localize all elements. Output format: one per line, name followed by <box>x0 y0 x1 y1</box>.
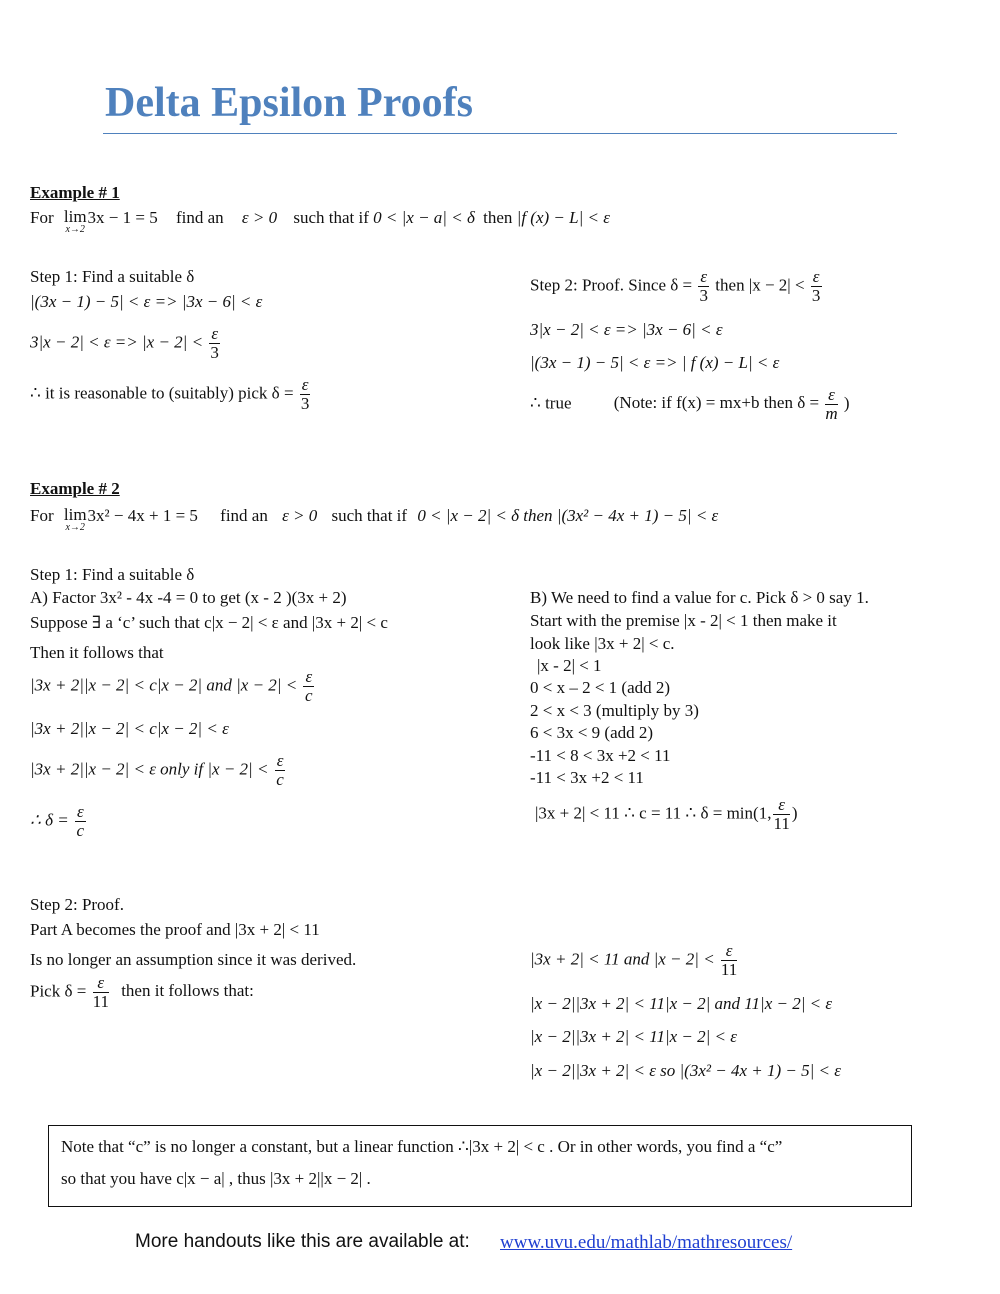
ex2-step2-p3: Pick δ = $\frac{\varepsilon}{11}$ then it follows that: <box>30 973 254 1011</box>
conclusion: |(3x² − 4x + 1) − 5| < ε <box>556 506 719 525</box>
ex2-step1-heading: Step 1: Find a suitable δ <box>30 565 195 584</box>
ex2-step1-l2: |3x + 2||x − 2| < c|x − 2| < ε <box>30 719 229 738</box>
prompt-find: find an <box>175 208 224 227</box>
ex1-step1-line1: |(3x − 1) − 5| < ε => |3x − 6| < ε <box>30 292 263 311</box>
limit-operator: lim x→2 <box>63 207 87 235</box>
fraction: $\frac{\varepsilon}{11}$ <box>720 941 738 979</box>
fraction: $\frac{\varepsilon}{3}$ <box>210 324 219 362</box>
fraction: $\frac{\varepsilon}{c}$ <box>76 802 85 840</box>
footer-text: More handouts like this are available at: <box>135 1231 470 1252</box>
part-b-line8: -11 < 8 < 3x +2 < 11 <box>530 746 671 765</box>
fraction: $\frac{\varepsilon}{m}$ <box>825 385 838 423</box>
note-line1: Note that “c” is no longer a constant, but a linear function ∴|3x + 2| < c . Or in other words, you find a “c” <box>61 1137 783 1156</box>
fraction: $\frac{\varepsilon}{11}$ <box>92 973 109 1011</box>
part-b-line2: Start with the premise |x - 2| < 1 then make it <box>530 611 837 630</box>
part-b-line4: |x - 2| < 1 <box>537 656 602 675</box>
ex2-step1-factor: A) Factor 3x² - 4x -4 = 0 to get (x - 2 )(3x + 2) <box>30 588 347 607</box>
prompt-then: then <box>483 208 513 227</box>
limit-expression: 3x − 1 = 5 <box>87 208 158 227</box>
footer-link[interactable]: www.uvu.edu/mathlab/mathresources/ <box>500 1232 793 1253</box>
ex1-step1-heading: Step 1: Find a suitable δ <box>30 267 195 286</box>
fraction: $\frac{\varepsilon}{11}$ <box>773 795 790 833</box>
fraction: $\frac{\varepsilon}{3}$ <box>811 267 821 305</box>
ex2-step2-p2: Is no longer an assumption since it was derived. <box>30 950 357 969</box>
ex1-step1-line3: ∴ it is reasonable to (suitably) pick δ = $\frac{\varepsilon}{3}$ <box>30 375 310 413</box>
ex1-step2-heading: Step 2: Proof. Since δ = $\frac{\varepsilon}{3}$ then |x − 2| < $\frac{\varepsilon}{3}$ <box>530 267 821 305</box>
ex2-step1-l3: |3x + 2||x − 2| < ε only if |x − 2| < $\frac{\varepsilon}{c}$ <box>30 751 284 789</box>
ex1-step1-line2: 3|x − 2| < ε => |x − 2| < $\frac{\varepsilon}{3}$ <box>30 324 219 362</box>
part-b-line10: |3x + 2| < 11 ∴ c = 11 ∴ δ = min(1, $\frac{\varepsilon}{11}$ ) <box>535 795 798 833</box>
conclusion: |f (x) − L| < ε <box>516 208 610 227</box>
part-b-line7: 6 < 3x < 9 (add 2) <box>530 723 654 742</box>
ex2-step1-l1: |3x + 2||x − 2| < c|x − 2| and |x − 2| < $\frac{\varepsilon}{c}$ <box>30 667 313 705</box>
ex1-step2-line3: ∴ true (Note: if f(x) = mx+b then δ = $\frac{\varepsilon}{m}$ ) <box>530 385 850 423</box>
fraction: $\frac{\varepsilon}{c}$ <box>305 667 313 705</box>
limit-expression: 3x² − 4x + 1 = 5 <box>87 506 198 525</box>
fraction: $\frac{\varepsilon}{3}$ <box>300 375 310 413</box>
note-line2: so that you have c|x − a| , thus |3x + 2||x − 2| . <box>61 1169 371 1188</box>
part-b-line1: B) We need to find a value for c. Pick δ > 0 say 1. <box>530 588 869 607</box>
ex2-step2-r3: |x − 2||3x + 2| < 11|x − 2| < ε <box>530 1027 737 1046</box>
fraction: $\frac{\varepsilon}{c}$ <box>276 751 284 789</box>
delta-condition: 0 < |x − a| < δ <box>373 208 475 227</box>
ex2-step1-suppose: Suppose ∃ a ‘c’ such that c|x − 2| < ε and |3x + 2| < c <box>30 613 388 632</box>
ex2-step2-r1: |3x + 2| < 11 and |x − 2| < $\frac{\varepsilon}{11}$ <box>530 941 738 979</box>
title-divider <box>103 133 897 134</box>
limit-operator: lim x→2 <box>63 505 87 533</box>
prompt-such-that: such that if <box>293 208 369 227</box>
example-1-heading: Example # 1 <box>30 183 120 202</box>
ex2-step2-r4: |x − 2||3x + 2| < ε so |(3x² − 4x + 1) − 5| < ε <box>530 1061 841 1080</box>
example-2-heading: Example # 2 <box>30 479 120 498</box>
prompt-for: For <box>30 208 54 227</box>
ex1-step2-line2: |(3x − 1) − 5| < ε => | f (x) − L| < ε <box>530 353 780 372</box>
ex2-step1-then: Then it follows that <box>30 643 164 662</box>
part-b-line9: -11 < 3x +2 < 11 <box>530 768 644 787</box>
part-b-line6: 2 < x < 3 (multiply by 3) <box>530 701 699 720</box>
ex2-step1-l4: ∴ δ = $\frac{\varepsilon}{c}$ <box>30 802 85 840</box>
part-b-line3: look like |3x + 2| < c. <box>530 634 675 653</box>
ex2-step2-p1: Part A becomes the proof and |3x + 2| < 11 <box>30 920 320 939</box>
part-b-line5: 0 < x – 2 < 1 (add 2) <box>530 678 671 697</box>
ex2-step2-heading: Step 2: Proof. <box>30 895 124 914</box>
page-title: Delta Epsilon Proofs <box>105 80 473 126</box>
ex1-step2-line1: 3|x − 2| < ε => |3x − 6| < ε <box>530 320 723 339</box>
fraction: $\frac{\varepsilon}{3}$ <box>699 267 708 305</box>
epsilon-condition: ε > 0 <box>241 208 278 227</box>
example-1-prompt <box>30 208 610 235</box>
example-2-prompt: For lim x→2 3x² − 4x + 1 = 5 find an ε > 0 such that if 0 < |x − 2| < δ then |(3x² − 4x + 1) − 5| < ε <box>30 505 719 533</box>
ex2-step2-r2: |x − 2||3x + 2| < 11|x − 2| and 11|x − 2| < ε <box>530 994 833 1013</box>
